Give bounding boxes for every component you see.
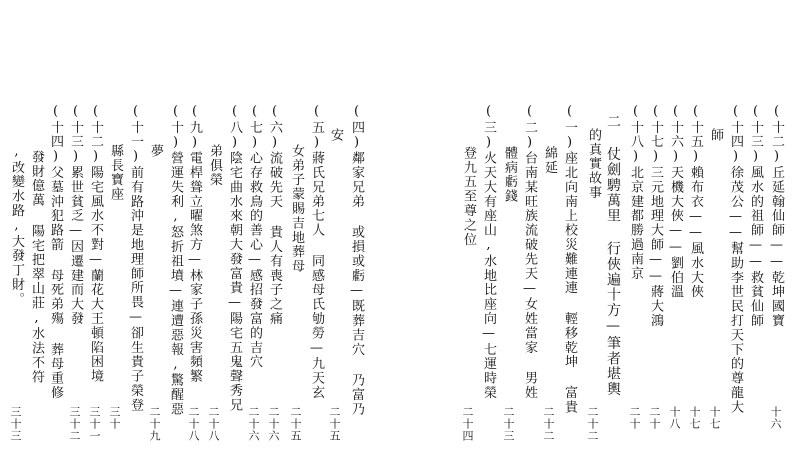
toc-entry-text: ,改變水路,大發丁財。: [9, 144, 24, 307]
toc-entry-text: (十三)累世貧乏—因遷建而大發: [68, 104, 83, 326]
toc-page-number: 二十九: [148, 406, 161, 442]
toc-entry-text: (十五)賴布衣——風水大俠: [688, 104, 703, 300]
toc-entry-text: (十七)三元地理大師——蔣大鴻: [648, 104, 663, 328]
toc-entry-text: (八)陰宅曲水來朝大發富貴—陽宅五鬼聲秀兄: [227, 104, 242, 413]
toc-page-number: 二十: [628, 406, 641, 430]
toc-entry-text: 二 仗劍騁萬里 行俠遍十方—筆者堪輿: [605, 114, 621, 398]
toc-page-number: 二十: [648, 406, 661, 430]
toc-page-number: 三十三: [9, 406, 22, 442]
toc-entry-text: 師: [708, 128, 723, 143]
toc-entry-text: (十二)陽宅風水不對—蘭花大王頓陷困境: [88, 104, 103, 384]
toc-page-number: 十八: [668, 406, 681, 430]
toc-page-number: 二十五: [289, 406, 302, 442]
toc-entry-text: (七)心存救鳥的善心—感招發富的吉穴: [247, 104, 262, 370]
toc-page-number: 二十五: [328, 406, 341, 442]
toc-page-number: 十七: [708, 406, 721, 430]
toc-page-number: 三十一: [88, 406, 101, 442]
toc-entry-text: 登九五至尊之位: [461, 146, 476, 247]
toc-entry-text: (十四)徐茂公——幫助李世民打天下的尊龍大: [728, 104, 743, 415]
toc-entry-text: (五)蔣氏兄弟七人 同感母氏劬勞—九天玄: [309, 104, 324, 400]
toc-entry-text: (九)電桿聳立曜煞方—林家子孫災害頻繁: [187, 104, 202, 384]
toc-entry-text: (二)台南某旺族流破先天—女姓當家 男姓: [522, 104, 537, 400]
toc-entry-text: 體病虧錢: [502, 146, 517, 204]
toc-page-number: 二十二: [542, 406, 555, 442]
toc-entry-text: (十一)前有路沖是地理師所畏—卻生貴子榮登: [128, 104, 143, 413]
toc-entry-text: 夢: [148, 144, 163, 159]
toc-entry-text: 綿延: [542, 146, 557, 175]
toc-entry-text: (十二)丘延翰仙師——乾坤國寶: [769, 104, 784, 328]
toc-page-number: 二十三: [502, 406, 515, 442]
toc-entry-text: (四)鄰家兄弟 或損或虧—既葬吉穴 乃富乃: [349, 104, 364, 417]
toc-page-number: 三十二: [68, 406, 81, 442]
toc-page-number: 二十六: [247, 406, 260, 442]
toc-entry-text: (十)營運失利,怒折祖墳—連遭惡報,驚醒惡: [168, 104, 183, 417]
toc-entry-text: (十四)父墓沖犯路箭 母死弟殤 葬母重修: [48, 104, 63, 400]
toc-entry-text: (十八)北京建都勝過南京: [628, 104, 643, 281]
toc-entry-text: 女弟子蒙賜吉地葬母: [289, 144, 304, 274]
toc-entry-text: (一)座北向南上校災難連連 輕移乾坤 富貴: [562, 104, 577, 415]
toc-entry-text: 縣長寶座: [108, 144, 123, 202]
toc-page-number: 二十二: [586, 406, 599, 442]
toc-page-number: 十七: [688, 406, 701, 430]
toc-entry-text: (十六)天機大俠——劉伯溫: [668, 104, 683, 300]
toc-page-number: 三十: [108, 406, 121, 430]
toc-entry-text: (十三)風水的祖師——救貧仙師: [748, 104, 763, 328]
toc-page-number: 二十四: [461, 406, 474, 442]
toc-entry-text: (三)火天大有座山,水地比座向—七運時榮: [481, 104, 496, 400]
toc-page-number: 十六: [769, 406, 782, 430]
toc-page-number: 二十八: [207, 406, 220, 442]
toc-page-number: 二十八: [187, 406, 200, 442]
toc-entry-text: (六)流破先天 貴人有喪子之痛: [267, 104, 282, 326]
toc-entry-text: 發財億萬 陽宅把翠山莊,水法不符: [29, 150, 44, 385]
toc-entry-text: 安: [328, 128, 343, 143]
toc-entry-text: 弟俱榮: [207, 144, 222, 188]
toc-entry-text: 的真實故事: [586, 128, 601, 200]
toc-page-number: 二十六: [267, 406, 280, 442]
